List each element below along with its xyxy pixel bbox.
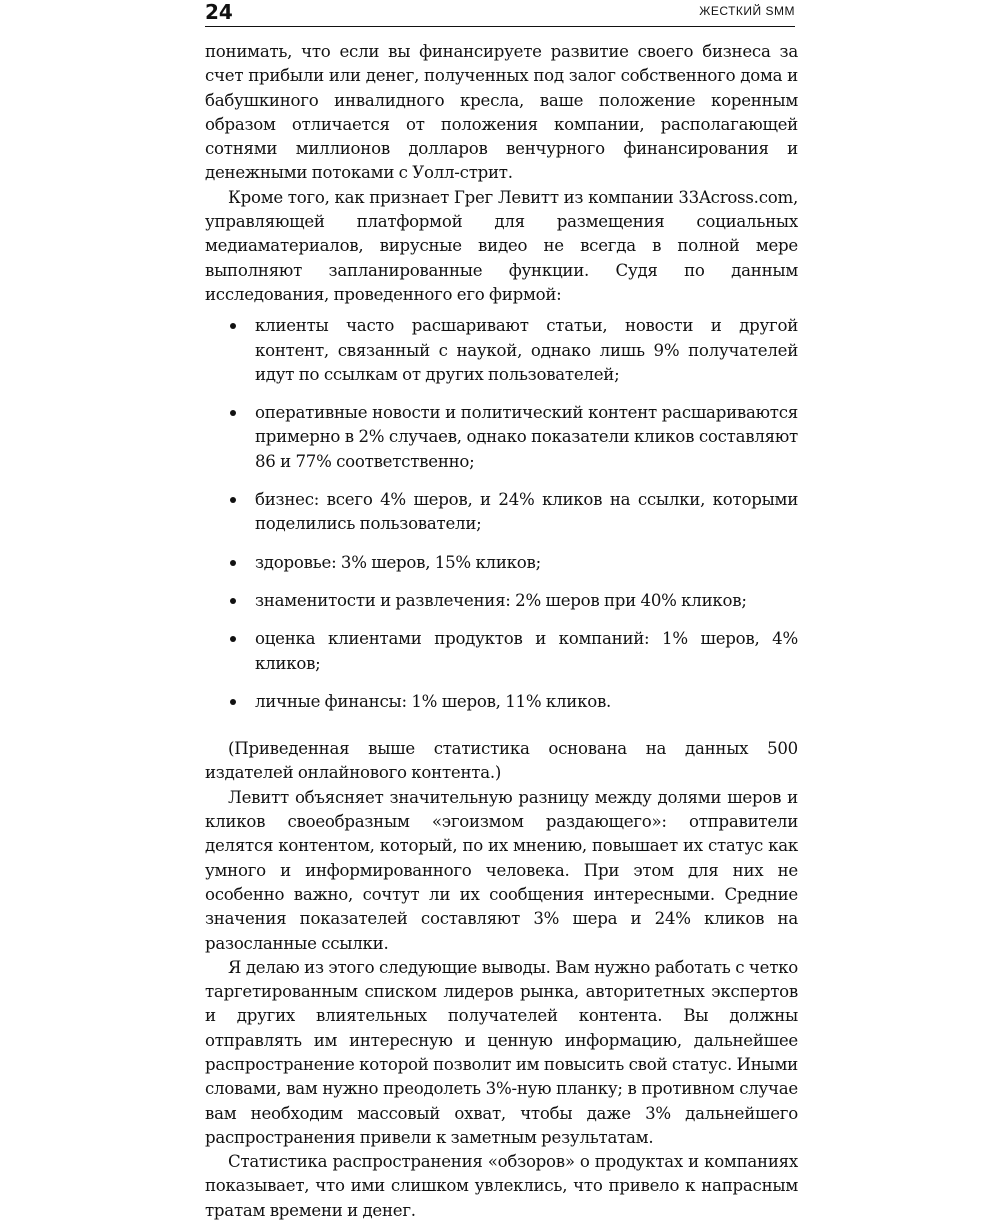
list-item — [255, 314, 798, 387]
bullet-list — [205, 314, 798, 714]
paragraph: Кроме того, как признает Грег Левитт из компании 33Across.com, управляющей платформой для размещения социальных медиаматериалов, вирусные видео не всегда в полной мере выполняют запланированные функции. Судя по данным исследования, проведенного его фирмой: — [205, 187, 798, 304]
book-title: ЖЕСТКИЙ SMM — [699, 4, 795, 18]
list-item-text: знаменитости и развлечения: 2% шеров при 40% кликов; — [255, 590, 747, 610]
bullet-icon — [230, 636, 236, 642]
list-item-text: здоровье: 3% шеров, 15% кликов; — [255, 552, 541, 572]
bullet-icon — [230, 699, 236, 705]
page-number: 24 — [205, 0, 233, 24]
list-item — [255, 488, 798, 537]
list-item-text: оценка клиентами продуктов и компаний: 1% шеров, 4% кликов; — [255, 629, 798, 673]
running-header — [205, 0, 795, 27]
list-item-text: личные финансы: 1% шеров, 11% кликов. — [255, 691, 612, 711]
paragraph: понимать, что если вы финансируете развитие своего бизнеса за счет прибыли или денег, полученных под залог собственного дома и бабушкиного инвалидного кресла, ваше положение коренным образом отличается от положения компании, располагающей сотнями миллионов долларов венчурного финансирования и денежными потоками с Уолл-стрит. — [205, 42, 798, 183]
bullet-icon — [230, 598, 236, 604]
list-item — [255, 401, 798, 474]
bullet-icon — [230, 410, 236, 416]
bullet-icon — [230, 323, 236, 329]
section-gap — [205, 714, 798, 737]
list-item-text: бизнес: всего 4% шеров, и 24% кликов на ссылки, которыми поделились пользователи; — [255, 490, 798, 534]
paragraph: Левитт объясняет значительную разницу между долями шеров и кликов своеобразным «эгоизмом раздающего»: отправители делятся контентом, который, по их мнению, повышает их статус как умного и информированного человека. При этом для них не особенно важно, сочтут ли их сообщения интересными. Средние значения показателей составляют 3% шера и 24% кликов на разосланные ссылки. — [205, 787, 798, 953]
list-item — [255, 690, 798, 714]
list-item — [255, 589, 798, 613]
bullet-icon — [230, 560, 236, 566]
paragraph: Я делаю из этого следующие выводы. Вам нужно работать с четко таргетированным списком лидеров рынка, авторитетных экспертов и других влиятельных получателей контента. Вы должны отправлять им интересную и ценную информацию, дальнейшее распространение которой позволит им повысить свой статус. Иными словами, вам нужно преодолеть 3%-ную планку; в противном случае вам необходим массовый охват, чтобы даже 3% дальнейшего распространения привели к заметным результатам. — [205, 957, 798, 1147]
list-item — [255, 627, 798, 676]
list-item — [255, 551, 798, 575]
paragraph: Статистика распространения «обзоров» о продуктах и компаниях показывает, что ими слишком увлеклись, что привело к напрасным тратам времени и денег. — [205, 1152, 798, 1220]
list-item-text: клиенты часто расшаривают статьи, новости и другой контент, связанный с наукой, однако лишь 9% получателей идут по ссылкам от других пользователей; — [255, 316, 798, 384]
bullet-icon — [230, 497, 236, 503]
body-text — [205, 40, 798, 1223]
list-item-text: оперативные новости и политический контент расшариваются примерно в 2% случаев, однако показатели кликов составляют 86 и 77% соответственно; — [255, 403, 798, 471]
paragraph: (Приведенная выше статистика основана на данных 500 издателей онлайнового контента.) — [205, 739, 798, 783]
